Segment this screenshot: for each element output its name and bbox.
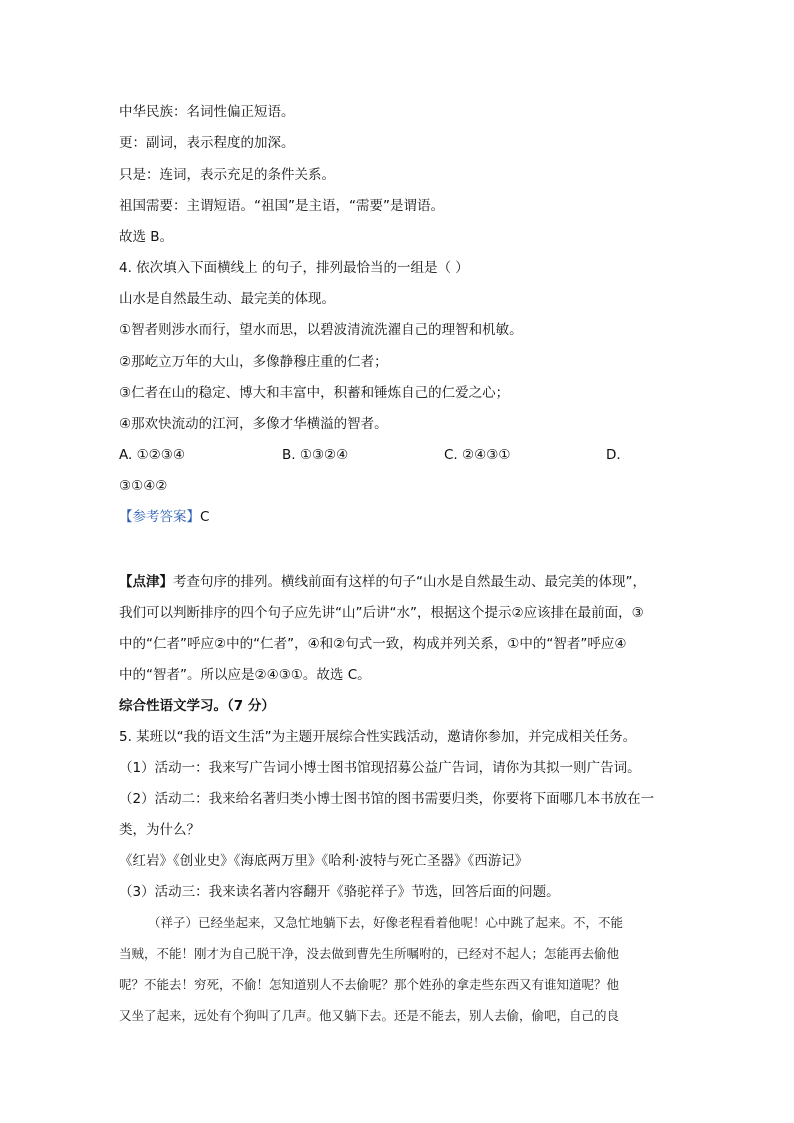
excerpt-line: （祥子）已经坐起来，又急忙地躺下去，好像老程看着他呢！心中跳了起来。不，不能 bbox=[148, 915, 624, 930]
activity-3: （3）活动三：我来读名著内容翻开《骆驼祥子》节选，回答后面的问题。 bbox=[119, 884, 560, 900]
analysis-line: 故选 B。 bbox=[119, 229, 174, 245]
option-d-value: ③①④② bbox=[119, 478, 168, 494]
book-list: 《红岩》《创业史》《海底两万里》《哈利·波特与死亡圣器》《西游记》 bbox=[119, 853, 529, 869]
question-4-item-2: ②那屹立万年的大山，多像静穆庄重的仁者； bbox=[119, 354, 388, 370]
question-4-item-4: ④那欢快流动的江河，多像才华横溢的智者。 bbox=[119, 416, 388, 432]
question-4-stem: 4. 依次填入下面横线上 的句子，排列最恰当的一组是（ ） bbox=[119, 260, 469, 276]
excerpt-line: 当贼，不能！刚才为自己脱干净，没去做到曹先生所嘱咐的，已经对不起人；怎能再去偷他 bbox=[119, 946, 620, 961]
analysis-line: 中华民族：名词性偏正短语。 bbox=[119, 104, 295, 120]
answer-line bbox=[119, 508, 209, 526]
excerpt-line: 呢？不能去！穷死，不偷！怎知道别人不去偷呢？那个姓孙的拿走些东西又有谁知道呢？他 bbox=[119, 977, 620, 992]
comment-line: 我们可以判断排序的四个句子应先讲“山”后讲“水”，根据这个提示②应该排在最前面，③ bbox=[119, 605, 644, 621]
answer-label: 【参考答案】 bbox=[119, 509, 200, 525]
question-4-item-1: ①智者则涉水而行，望水而思，以碧波清流洗濯自己的理智和机敏。 bbox=[119, 322, 523, 338]
excerpt-line: 又坐了起来，远处有个狗叫了几声。他又躺下去。还是不能去，别人去偷，偷吧，自己的良 bbox=[119, 1008, 620, 1023]
analysis-line: 更：副词，表示程度的加深。 bbox=[119, 135, 295, 151]
option-a: A. ①②③④ bbox=[119, 447, 185, 463]
analysis-line: 只是：连词，表示充足的条件关系。 bbox=[119, 167, 335, 183]
activity-1: （1）活动一：我来写广告词小博士图书馆现招募公益广告词，请你为其拟一则广告词。 bbox=[119, 760, 641, 776]
activity-2-line-2: 类，为什么？ bbox=[119, 822, 200, 838]
option-c: C. ②④③① bbox=[444, 447, 511, 463]
comment-line bbox=[119, 573, 646, 591]
section-heading: 综合性语文学习。（7 分） bbox=[119, 698, 275, 714]
activity-2-line-1: （2）活动二：我来给名著归类小博士图书馆的图书需要归类，你要将下面哪几本书放在一 bbox=[119, 791, 655, 807]
comment-line: 中的“仁者”呼应②中的“仁者”，④和②句式一致，构成并列关系，①中的“智者”呼应④ bbox=[119, 636, 627, 652]
analysis-line: 祖国需要：主谓短语。“祖国”是主语，“需要”是谓语。 bbox=[119, 198, 444, 214]
question-4-item-3: ③仁者在山的稳定、博大和丰富中，积蓄和锤炼自己的仁爱之心； bbox=[119, 385, 510, 401]
option-d-label: D. bbox=[606, 447, 621, 463]
comment-label: 【点津】 bbox=[119, 574, 173, 590]
option-b: B. ①③②④ bbox=[282, 447, 349, 463]
question-5-stem: 5. 某班以“我的语文生活”为主题开展综合性实践活动，邀请你参加，并完成相关任务。 bbox=[119, 729, 637, 745]
comment-text: 考查句序的排列。横线前面有这样的句子“山水是自然最生动、最完美的体现”， bbox=[173, 574, 646, 590]
question-4-context: 山水是自然最生动、最完美的体现。 bbox=[119, 291, 335, 307]
answer-value: C bbox=[200, 509, 210, 525]
comment-line: 中的“智者”。所以应是②④③①。故选 C。 bbox=[119, 667, 371, 683]
